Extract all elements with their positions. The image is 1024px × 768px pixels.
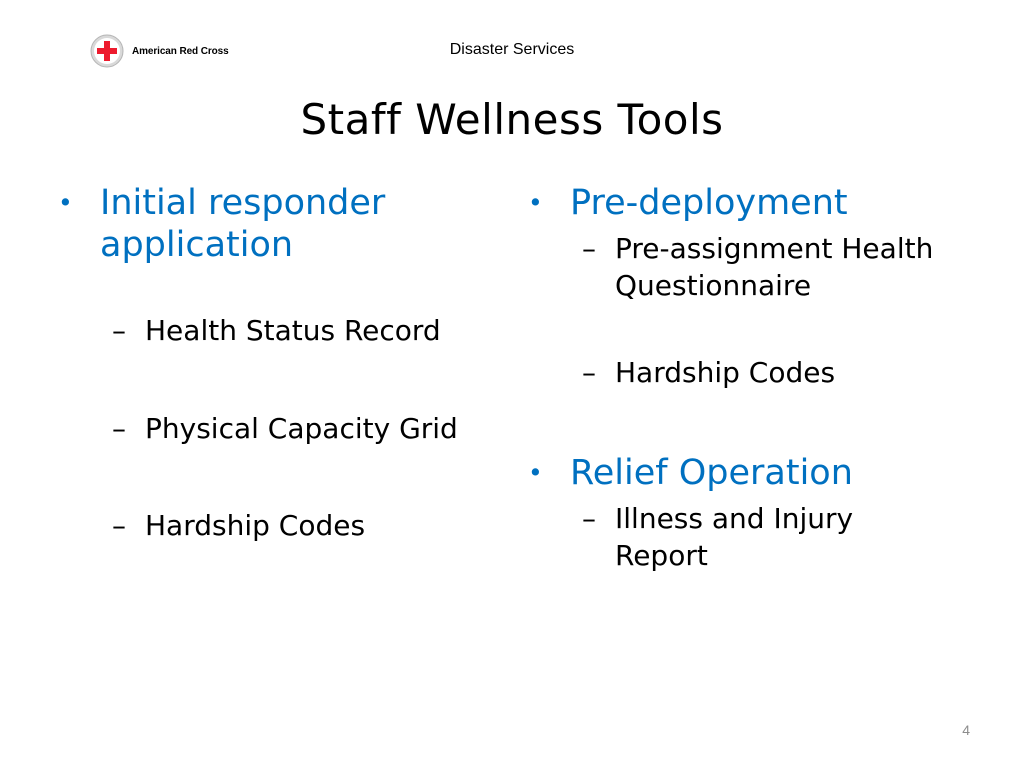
bullet-heading: Relief Operation — [570, 453, 853, 493]
sub-item-label: Hardship Codes — [145, 509, 366, 542]
bullet-item — [528, 452, 948, 494]
sub-item — [528, 230, 948, 304]
dash-icon: – — [582, 356, 596, 389]
dash-icon: – — [112, 509, 126, 542]
bullet-heading: Pre-deployment — [570, 183, 848, 223]
sub-item-label: Hardship Codes — [615, 356, 836, 389]
dash-icon: – — [582, 232, 596, 265]
left-column — [58, 182, 458, 544]
sub-item-label: Pre-assignment Health Questionnaire — [615, 232, 934, 302]
sub-item — [58, 507, 458, 544]
dash-icon: – — [582, 502, 596, 535]
sub-item-label: Physical Capacity Grid — [145, 412, 458, 445]
bullet-icon: • — [58, 188, 73, 217]
right-column — [528, 182, 948, 574]
sub-item — [58, 410, 458, 447]
sub-item — [58, 312, 458, 349]
header-title: Disaster Services — [449, 41, 575, 58]
bullet-item — [58, 182, 458, 266]
sub-item-label: Illness and Injury Report — [615, 502, 854, 572]
bullet-icon: • — [528, 458, 543, 487]
logo-wordmark: American Red Cross — [132, 45, 229, 57]
slide-title: Staff Wellness Tools — [300, 95, 724, 144]
bullet-item — [528, 182, 948, 224]
sub-item-label: Health Status Record — [145, 314, 441, 347]
dash-icon: – — [112, 412, 126, 445]
bullet-heading: Initial responder application — [100, 183, 386, 265]
page-number: 4 — [962, 722, 970, 738]
sub-item — [528, 500, 948, 574]
sub-item — [528, 354, 948, 391]
dash-icon: – — [112, 314, 126, 347]
bullet-icon: • — [528, 188, 543, 217]
